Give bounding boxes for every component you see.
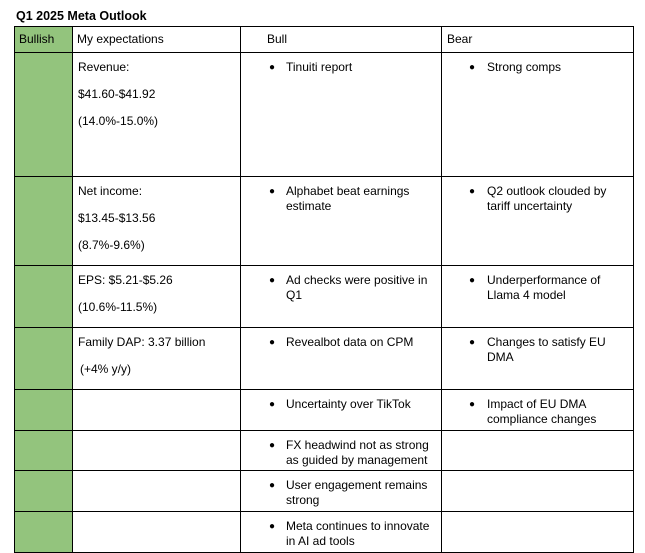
expectations-cell xyxy=(73,53,241,177)
bull-cell xyxy=(241,390,442,431)
bullish-indicator-cell xyxy=(15,471,73,512)
bullet-icon: ● xyxy=(269,186,276,197)
table-row xyxy=(15,390,634,431)
bear-point xyxy=(442,335,627,365)
bear-cell xyxy=(442,431,634,471)
table-row xyxy=(15,328,634,390)
bull-cell xyxy=(241,512,442,553)
bullet-icon: ● xyxy=(269,337,276,348)
bear-cell xyxy=(442,471,634,512)
table-row xyxy=(15,53,634,177)
expectation-line: $41.60-$41.92 xyxy=(78,87,156,101)
expectation-line: Net income: xyxy=(78,184,143,198)
bear-point-text: Underperformance of Llama 4 model xyxy=(487,273,601,302)
expectations-cell xyxy=(73,177,241,266)
expectations-cell xyxy=(73,512,241,553)
bullet-icon: ● xyxy=(269,440,276,451)
bear-point-text: Changes to satisfy EU DMA xyxy=(487,335,606,364)
bear-cell xyxy=(442,177,634,266)
bear-point-text: Q2 outlook clouded by tariff uncertainty xyxy=(487,184,607,213)
bull-cell xyxy=(241,471,442,512)
bull-point-text: FX headwind not as strong as guided by management xyxy=(286,438,429,467)
expectations-cell xyxy=(73,266,241,328)
header-bullish: Bullish xyxy=(19,32,55,46)
bear-cell xyxy=(442,53,634,177)
bull-point-text: Meta continues to innovate in AI ad tools xyxy=(286,519,430,548)
bullet-icon: ● xyxy=(269,480,276,491)
expectation-line: (+4% y/y) xyxy=(80,362,132,376)
expectation-line: (8.7%-9.6%) xyxy=(78,238,145,252)
bull-point xyxy=(241,273,435,303)
bear-point-text: Strong comps xyxy=(487,60,562,74)
table-row xyxy=(15,177,634,266)
bull-point xyxy=(241,60,435,75)
bear-point-text: Impact of EU DMA compliance changes xyxy=(487,397,597,426)
table-row xyxy=(15,431,634,471)
bullet-icon: ● xyxy=(469,275,476,286)
bullet-icon: ● xyxy=(269,521,276,532)
bull-point-text: Ad checks were positive in Q1 xyxy=(286,273,428,302)
bear-cell xyxy=(442,390,634,431)
expectation-line: Family DAP: 3.37 billion xyxy=(78,335,206,349)
bull-point xyxy=(241,184,435,214)
bullish-indicator-cell xyxy=(15,431,73,471)
bullish-indicator-cell xyxy=(15,390,73,431)
bull-point xyxy=(241,397,435,412)
table-row xyxy=(15,512,634,553)
expectations-cell xyxy=(73,390,241,431)
bear-point xyxy=(442,60,627,75)
bull-cell xyxy=(241,266,442,328)
bear-cell xyxy=(442,328,634,390)
header-bear: Bear xyxy=(447,32,473,46)
bullish-indicator-cell xyxy=(15,512,73,553)
bullish-indicator-cell xyxy=(15,177,73,266)
bull-point-text: User engagement remains strong xyxy=(286,478,428,507)
expectation-line: $13.45-$13.56 xyxy=(78,211,156,225)
bear-cell xyxy=(442,512,634,553)
bullet-icon: ● xyxy=(269,399,276,410)
bullet-icon: ● xyxy=(469,399,476,410)
outlook-table xyxy=(14,26,634,553)
header-bear-cell xyxy=(442,27,634,53)
expectations-cell xyxy=(73,328,241,390)
bull-point xyxy=(241,519,435,549)
bull-point xyxy=(241,438,435,468)
document-title: Q1 2025 Meta Outlook xyxy=(16,9,147,23)
bull-point xyxy=(241,335,435,350)
expectation-line: Revenue: xyxy=(78,60,130,74)
table-header-row xyxy=(15,27,634,53)
header-expectations: My expectations xyxy=(77,32,164,46)
bull-cell xyxy=(241,177,442,266)
bull-point xyxy=(241,478,435,508)
bull-point-text: Alphabet beat earnings estimate xyxy=(286,184,410,213)
bullish-indicator-cell xyxy=(15,328,73,390)
bullet-icon: ● xyxy=(469,62,476,73)
header-expectations-cell xyxy=(73,27,241,53)
header-bullish-cell xyxy=(15,27,73,53)
bear-point xyxy=(442,273,627,303)
bull-cell xyxy=(241,328,442,390)
bull-point-text: Revealbot data on CPM xyxy=(286,335,414,349)
expectation-line: EPS: $5.21-$5.26 xyxy=(78,273,173,287)
header-bull: Bull xyxy=(267,32,288,46)
bullet-icon: ● xyxy=(269,275,276,286)
expectation-line: (10.6%-11.5%) xyxy=(78,300,158,314)
table-row xyxy=(15,471,634,512)
bullish-indicator-cell xyxy=(15,266,73,328)
expectation-line: (14.0%-15.0%) xyxy=(78,114,159,128)
bullet-icon: ● xyxy=(469,337,476,348)
expectations-cell xyxy=(73,431,241,471)
bear-point xyxy=(442,184,627,214)
bear-cell xyxy=(442,266,634,328)
table-row xyxy=(15,266,634,328)
bull-cell xyxy=(241,53,442,177)
bullet-icon: ● xyxy=(469,186,476,197)
expectations-cell xyxy=(73,471,241,512)
bear-point xyxy=(442,397,627,427)
bull-cell xyxy=(241,431,442,471)
bullish-indicator-cell xyxy=(15,53,73,177)
bull-point-text: Tinuiti report xyxy=(286,60,353,74)
header-bull-cell xyxy=(241,27,442,53)
bull-point-text: Uncertainty over TikTok xyxy=(286,397,411,411)
bullet-icon: ● xyxy=(269,62,276,73)
